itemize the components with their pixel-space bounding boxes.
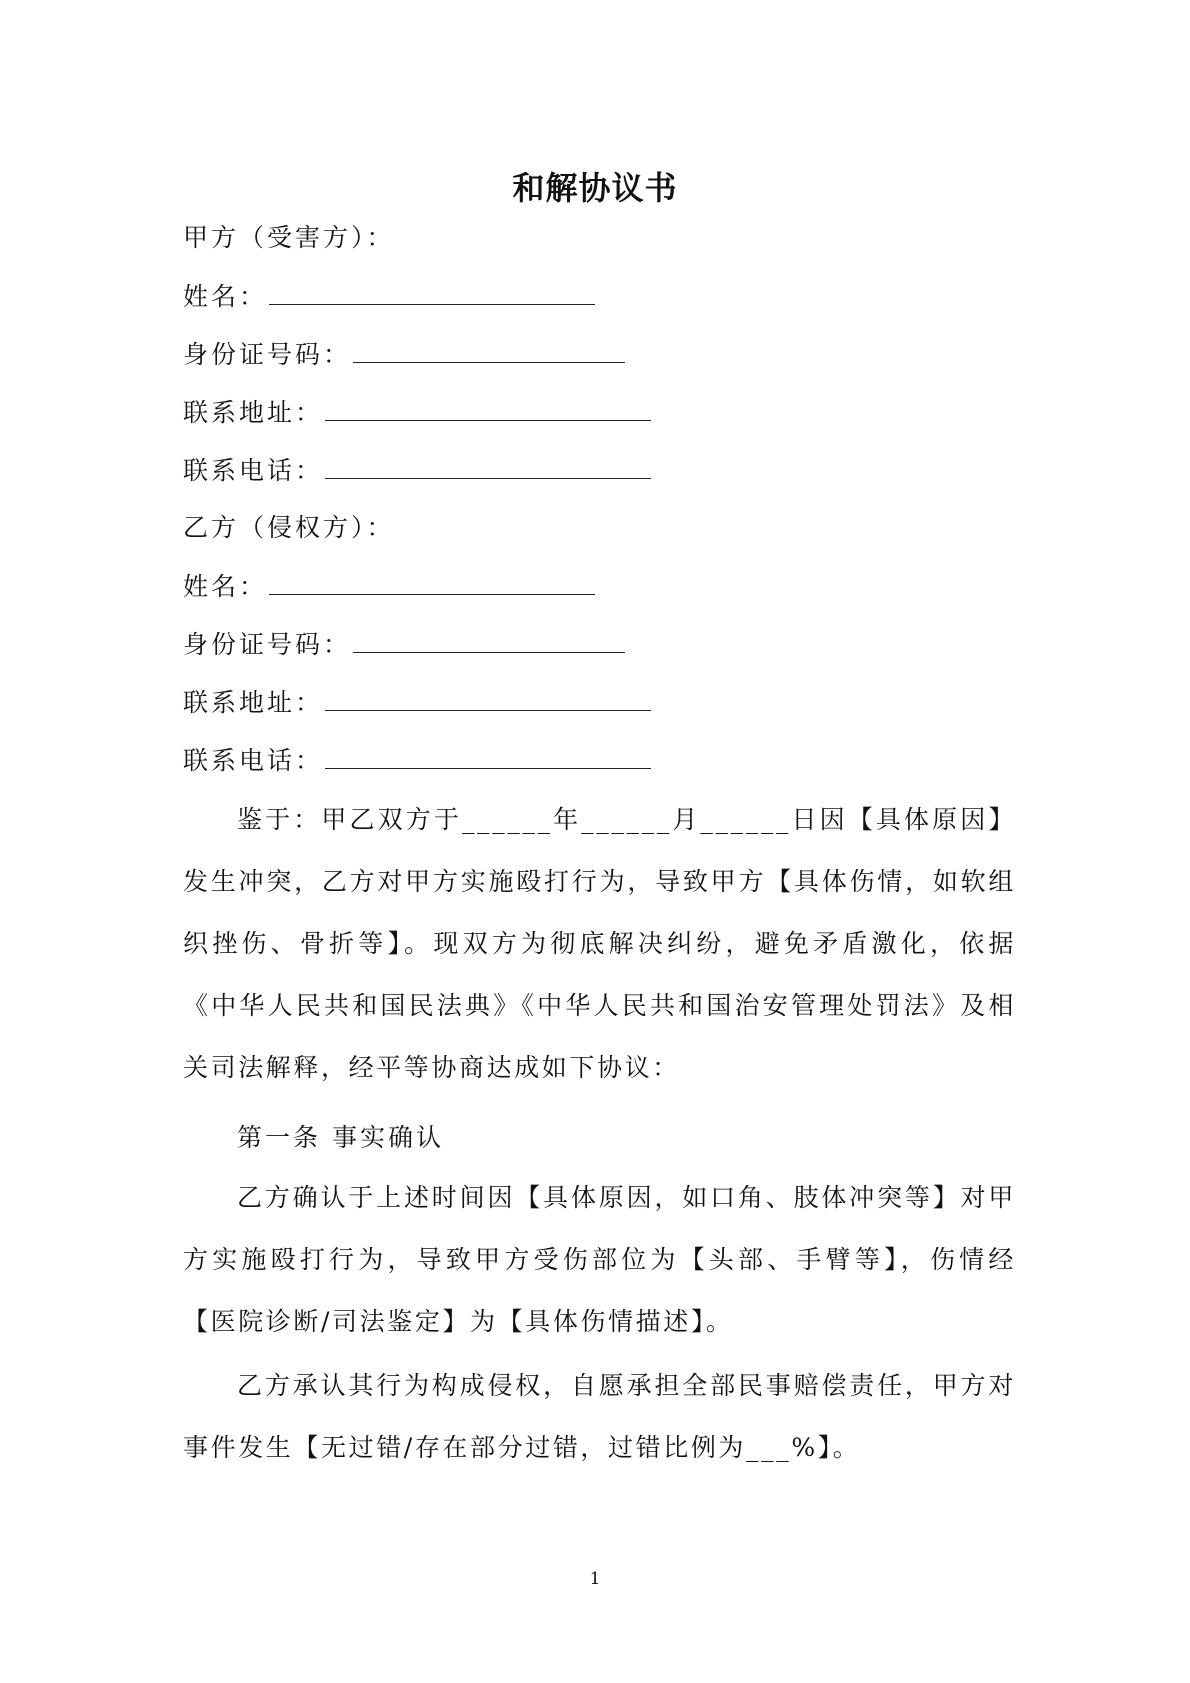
party-b-name-blank[interactable] (269, 566, 595, 595)
party-b-name-field (183, 566, 595, 606)
party-b-heading: 乙方（侵权方）： (183, 513, 395, 542)
party-b-id-field (183, 624, 625, 664)
article-1-paragraph-1: 乙方确认于上述时间因【具体原因，如口角、肢体冲突等】对甲方实施殴打行为，导致甲方受伤部位为【头部、手臂等】，伤情经【医院诊断/司法鉴定】为【具体伤情描述】。 (183, 1183, 1016, 1336)
party-b-address-label: 联系地址： (183, 688, 324, 717)
party-a-id-blank[interactable] (353, 334, 625, 363)
party-b-phone-blank[interactable] (325, 740, 651, 769)
party-b-address-blank[interactable] (325, 682, 651, 711)
party-a-name-field (183, 276, 595, 316)
party-a-address-field (183, 392, 651, 432)
party-b-name-label: 姓名： (183, 572, 268, 601)
party-b-phone-field (183, 740, 651, 780)
document-title: 和解协议书 (512, 169, 678, 207)
party-a-phone-blank[interactable] (325, 450, 651, 479)
party-a-address-label: 联系地址： (183, 398, 324, 427)
party-a-id-label: 身份证号码： (183, 340, 352, 369)
party-a-phone-label: 联系电话： (183, 456, 324, 485)
party-a-address-blank[interactable] (325, 392, 651, 421)
party-a-phone-field (183, 450, 651, 490)
party-a-name-label: 姓名： (183, 282, 268, 311)
article-1-heading: 第一条 事实确认 (237, 1123, 444, 1152)
party-a-heading: 甲方（受害方）： (183, 223, 395, 252)
party-b-address-field (183, 682, 651, 722)
article-1-paragraph-2: 乙方承认其行为构成侵权，自愿承担全部民事赔偿责任，甲方对事件发生【无过错/存在部分过错，过错比例为___%】。 (183, 1371, 1016, 1462)
party-a-name-blank[interactable] (269, 276, 595, 305)
party-b-id-label: 身份证号码： (183, 630, 352, 659)
page-number: 1 (589, 1569, 601, 1589)
party-a-id-field (183, 334, 625, 374)
party-b-id-blank[interactable] (353, 624, 625, 653)
party-b-phone-label: 联系电话： (183, 746, 324, 775)
preamble-paragraph: 鉴于：甲乙双方于______年______月______日因【具体原因】发生冲突，乙方对甲方实施殴打行为，导致甲方【具体伤情，如软组织挫伤、骨折等】。现双方为彻底解决纠纷，避免矛盾激化，依据《中华人民共和国民法典》《中华人民共和国治安管理处罚法》及相关司法解释，经平等协商达成如下协议： (183, 805, 1016, 1082)
